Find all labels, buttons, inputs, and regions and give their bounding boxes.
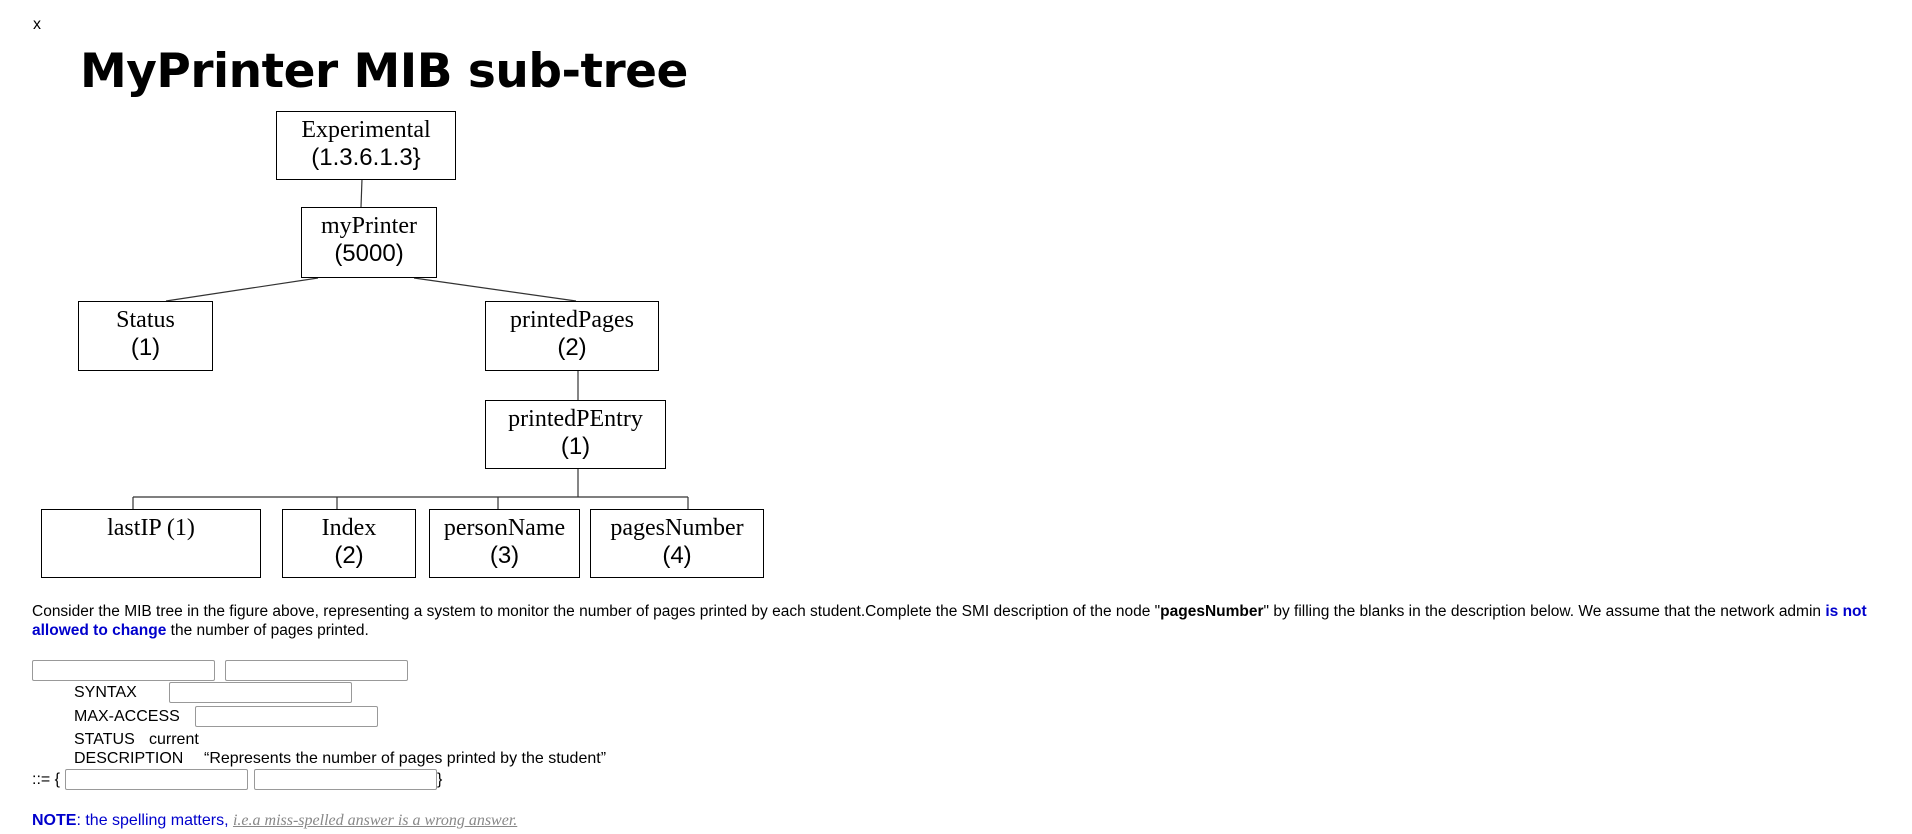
emphasis-text: is not allowed to change bbox=[32, 603, 1867, 639]
node-name: Experimental bbox=[301, 117, 431, 143]
oid-number-field[interactable] bbox=[254, 769, 437, 790]
node-myprinter bbox=[301, 207, 437, 278]
max-access-label: MAX-ACCESS bbox=[74, 708, 180, 725]
node-oid: (1.3.6.1.3} bbox=[311, 144, 421, 171]
node-name: myPrinter bbox=[321, 213, 417, 239]
node-personname bbox=[429, 509, 580, 578]
max-access-field[interactable] bbox=[195, 706, 378, 727]
node-name: Status bbox=[116, 307, 175, 333]
node-name: pagesNumber bbox=[610, 515, 744, 541]
node-oid: (2) bbox=[557, 334, 587, 361]
node-name: lastIP (1) bbox=[107, 515, 195, 541]
node-name: printedPEntry bbox=[508, 406, 643, 432]
node-status bbox=[78, 301, 213, 371]
object-name-field[interactable] bbox=[32, 660, 215, 681]
node-oid: (5000) bbox=[334, 240, 404, 267]
status-label: STATUS bbox=[74, 731, 135, 748]
close-button[interactable]: x bbox=[33, 16, 41, 33]
question-text: Consider the MIB tree in the figure above, representing a system to monitor the number of pages printed by each student.Complete the SMI description of the node "pagesNumber" by filling the blanks in the description below. We assume that the network admin is not allowed to change the number of pages printed. bbox=[32, 603, 1867, 639]
description-value: “Represents the number of pages printed by the student” bbox=[204, 750, 607, 767]
node-name: personName bbox=[443, 515, 566, 541]
spelling-note: NOTE: the spelling matters, i.e.a miss-spelled answer is a wrong answer. bbox=[32, 812, 518, 829]
description-label: DESCRIPTION bbox=[74, 750, 184, 767]
node-oid: (1) bbox=[130, 334, 161, 361]
node-printedpentry bbox=[485, 400, 666, 469]
syntax-field[interactable] bbox=[169, 682, 352, 703]
node-experimental bbox=[276, 111, 456, 180]
assign-prefix: ::= { bbox=[32, 771, 61, 788]
node-printedpages bbox=[485, 301, 659, 371]
object-type-field[interactable] bbox=[225, 660, 408, 681]
node-name: printedPages bbox=[510, 307, 634, 333]
note-label: NOTE bbox=[32, 812, 77, 829]
node-oid: (1) bbox=[560, 433, 591, 460]
node-oid: (4) bbox=[662, 542, 692, 569]
status-value: current bbox=[149, 731, 199, 748]
note-hint: i.e.a miss-spelled answer is a wrong answer. bbox=[232, 812, 518, 829]
page-title: MyPrinter MIB sub-tree bbox=[80, 44, 688, 99]
node-name: Index bbox=[321, 515, 377, 541]
syntax-label: SYNTAX bbox=[74, 684, 137, 701]
node-index bbox=[282, 509, 416, 578]
node-lastip bbox=[41, 509, 261, 578]
oid-parent-field[interactable] bbox=[65, 769, 248, 790]
assign-suffix: } bbox=[437, 771, 443, 788]
node-pagesnumber bbox=[590, 509, 764, 578]
node-oid: (3) bbox=[489, 542, 520, 569]
node-highlight: pagesNumber bbox=[1160, 603, 1264, 620]
node-oid: (2) bbox=[334, 542, 364, 569]
